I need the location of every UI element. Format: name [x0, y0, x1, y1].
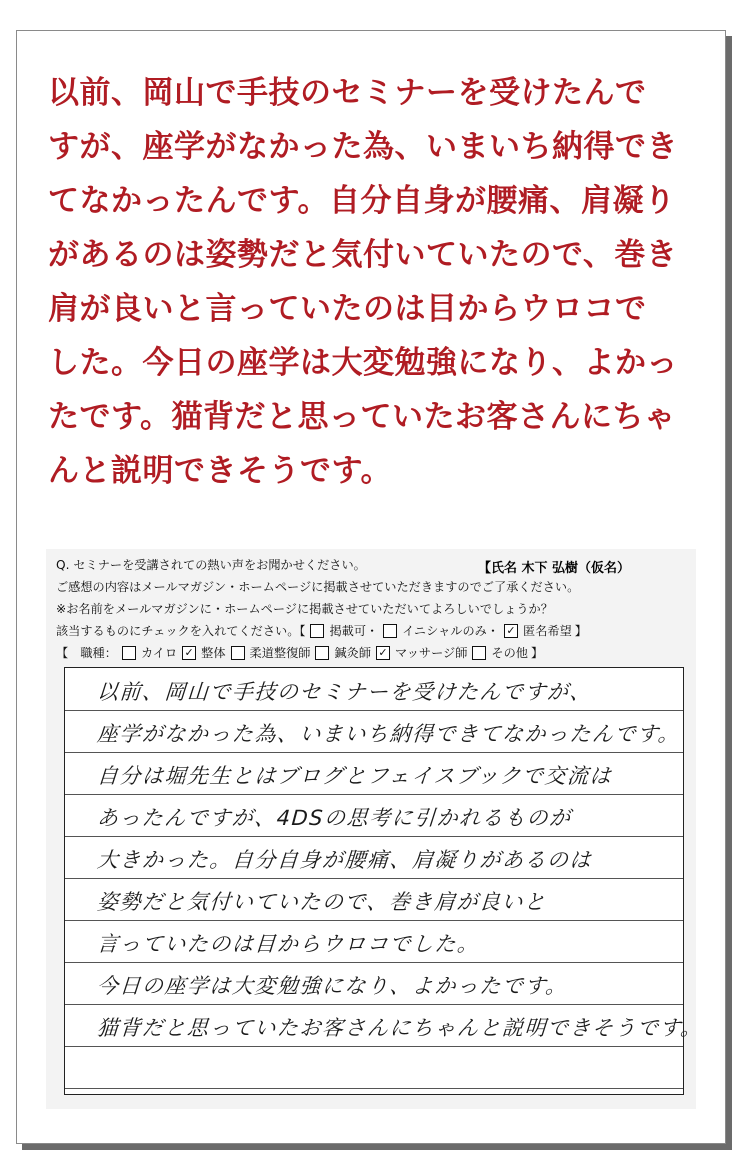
handwritten-line: 今日の座学は大変勉強になり、よかったです。: [96, 974, 569, 998]
headline-line: 肩が良いと言っていたのは目からウロコで: [48, 291, 647, 327]
ruled-line: [65, 752, 683, 795]
ruled-line: [65, 794, 683, 837]
publish-checkbox: [383, 624, 397, 638]
occupation-checkbox: [231, 646, 245, 660]
ruled-line: [65, 920, 683, 963]
ruled-line: [65, 878, 683, 921]
survey-question: Q. セミナーを受講されての熱い声をお聞かせください。: [56, 558, 366, 572]
publish-option-label: 匿名希望: [523, 624, 572, 638]
bracket-close: 】: [574, 624, 587, 638]
occupation-label: 【 職種：: [56, 646, 117, 660]
handwritten-line: 猫背だと思っていたお客さんにちゃんと説明できそうです。: [96, 1016, 704, 1040]
occupation-option: 整体: [201, 646, 226, 660]
handwritten-line: 大きかった。自分自身が腰痛、肩凝りがあるのは: [96, 848, 593, 872]
headline-line: てなかったんです。自分自身が腰痛、肩凝り: [48, 183, 676, 219]
ruled-line: [65, 962, 683, 1005]
check-prompt: 該当するものにチェックを入れてください。【: [56, 624, 306, 638]
survey-permission-question: ※お名前をメールマガジンに・ホームページに掲載させていただいてよろしいでしょうか？: [56, 602, 553, 616]
publish-checkbox: ✓: [504, 624, 518, 638]
occupation-option: 鍼灸師: [334, 646, 372, 660]
survey-notice: ご感想の内容はメールマガジン・ホームページに掲載させていただきますのでご了承ください。: [56, 580, 580, 594]
headline-line: すが、座学がなかった為、いまいち納得でき: [48, 129, 678, 165]
occupation-option: その他: [491, 646, 528, 660]
handwritten-line: 座学がなかった為、いまいち納得できてなかったんです。: [96, 722, 682, 746]
testimonial-headline: [48, 66, 698, 498]
ruled-line: [65, 668, 683, 711]
occupation-checkbox: ✓: [376, 646, 390, 660]
headline-line: たです。猫背だと思っていたお客さんにちゃ: [48, 399, 676, 435]
occupation-checkbox: [122, 646, 136, 660]
handwritten-line: 自分は堀先生とはブログとフェイスブックで交流は: [96, 764, 613, 788]
publish-checkbox: [310, 624, 324, 638]
survey-form-scan: [46, 549, 704, 1109]
publish-option-label: イニシャルのみ・: [402, 624, 500, 638]
occupation-checkbox: [472, 646, 486, 660]
handwritten-lined-sheet: [64, 667, 704, 1095]
handwritten-line: 姿勢だと気付いていたので、巻き肩が良いと: [96, 890, 548, 914]
respondent-name: 【氏名 木下 弘樹（仮名）: [478, 561, 631, 576]
publish-option-label: 掲載可・: [329, 624, 379, 638]
occupation-option: マッサージ師: [395, 646, 468, 660]
occupation-option: カイロ: [140, 646, 178, 660]
occupation-checkbox: [315, 646, 329, 660]
handwritten-line: 以前、岡山で手技のセミナーを受けたんですが、: [96, 680, 593, 704]
ruled-line: [65, 836, 683, 879]
bracket-close: 】: [530, 646, 544, 660]
headline-line: があるのは姿勢だと気付いていたので、巻き: [48, 237, 678, 273]
headline-line: んと説明できそうです。: [48, 453, 393, 489]
occupation-row: [56, 645, 543, 661]
ruled-line: [65, 710, 683, 753]
publish-options-row: [56, 623, 587, 639]
ruled-line: [65, 1046, 683, 1089]
handwritten-line: あったんですが、4DSの思考に引かれるものが: [96, 806, 573, 830]
headline-line: 以前、岡山で手技のセミナーを受けたんで: [48, 75, 647, 111]
occupation-option: 柔道整復師: [249, 646, 311, 660]
ruled-line: [65, 1004, 704, 1047]
headline-line: した。今日の座学は大変勉強になり、よかっ: [48, 345, 678, 381]
handwritten-line: 言っていたのは目からウロコでした。: [96, 932, 481, 956]
occupation-checkbox: ✓: [182, 646, 196, 660]
